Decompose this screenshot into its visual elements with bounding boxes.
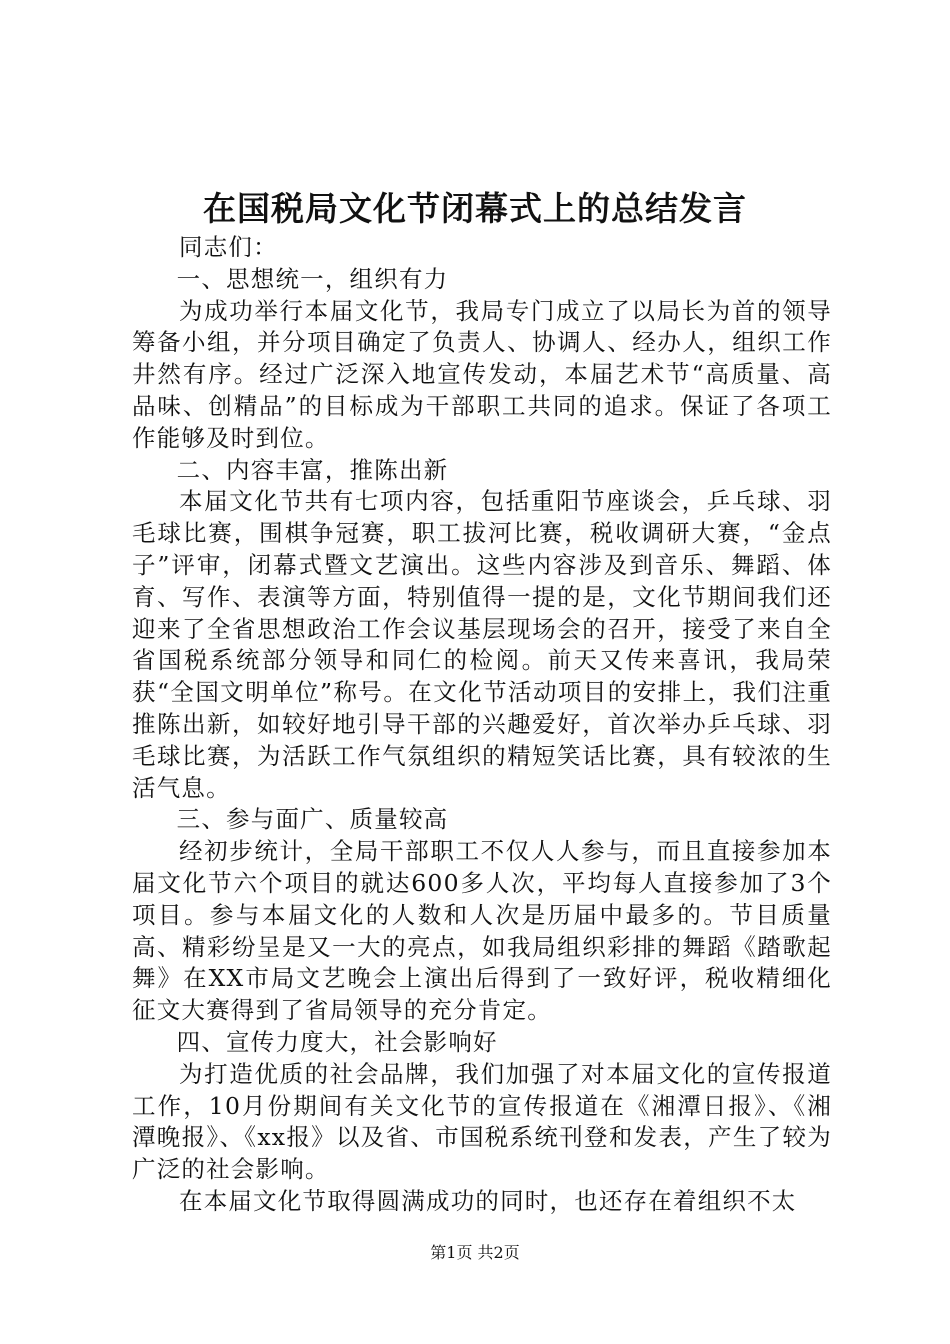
section-heading: 四、宣传力度大，社会影响好 [176,1027,498,1056]
body-paragraph: 本届文化节共有七项内容，包括重阳节座谈会，乒乓球、羽毛球比赛，围棋争冠赛，职工拔河比赛，税收调研大赛，“金点子”评审，闭幕式暨文艺演出。这些内容涉及到音乐、舞蹈、体育、写作、表演等方面，特别值得一提的是，文化节期间我们还迎来了全省思想政治工作会议基层现场会的召开，接受了来自全省国税系统部分领导和同仁的检阅。前天又传来喜讯，我局荣获“全国文明单位”称号。在文化节活动项目的安排上，我们注重推陈出新，如较好地引导干部的兴趣爱好，首次举办乒乓球、羽毛球比赛，为活跃工作气氛组织的精短笑话比赛，具有较浓的生活气息。 [132,487,832,802]
body-paragraph: 经初步统计，全局干部职工不仅人人参与，而且直接参加本届文化节六个项目的就达600多人次，平均每人直接参加了3个项目。参与本届文化的人数和人次是历届中最多的。节目质量高、精彩纷呈是又一大的亮点，如我局组织彩排的舞蹈《踏歌起舞》在XX市局文艺晚会上演出后得到了一致好评，税收精细化征文大赛得到了省局领导的充分肯定。 [132,837,832,1025]
salutation: 同志们： [179,233,278,261]
section-heading: 二、内容丰富，推陈出新 [176,455,449,484]
section-heading: 一、思想统一，组织有力 [176,264,449,293]
body-paragraph: 为打造优质的社会品牌，我们加强了对本届文化的宣传报道工作，10月份期间有关文化节的宣传报道在《湘潭日报》、《湘潭晚报》、《xx报》以及省、市国税系统刊登和发表，产生了较为广泛的社会影响。 [132,1059,832,1184]
body-paragraph: 在本届文化节取得圆满成功的同时，也还存在着组织不太 [179,1186,797,1215]
section-heading: 三、参与面广、质量较高 [176,805,449,834]
body-paragraph: 为成功举行本届文化节，我局专门成立了以局长为首的领导筹备小组，并分项目确定了负责人、协调人、经办人，组织工作井然有序。经过广泛深入地宣传发动，本届艺术节“高质量、高品味、创精品”的目标成为干部职工共同的追求。保证了各项工作能够及时到位。 [132,296,832,452]
page-footer: 第1页 共2页 [430,1243,520,1262]
document-title: 在国税局文化节闭幕式上的总结发言 [203,189,747,228]
document-body [132,232,832,1218]
